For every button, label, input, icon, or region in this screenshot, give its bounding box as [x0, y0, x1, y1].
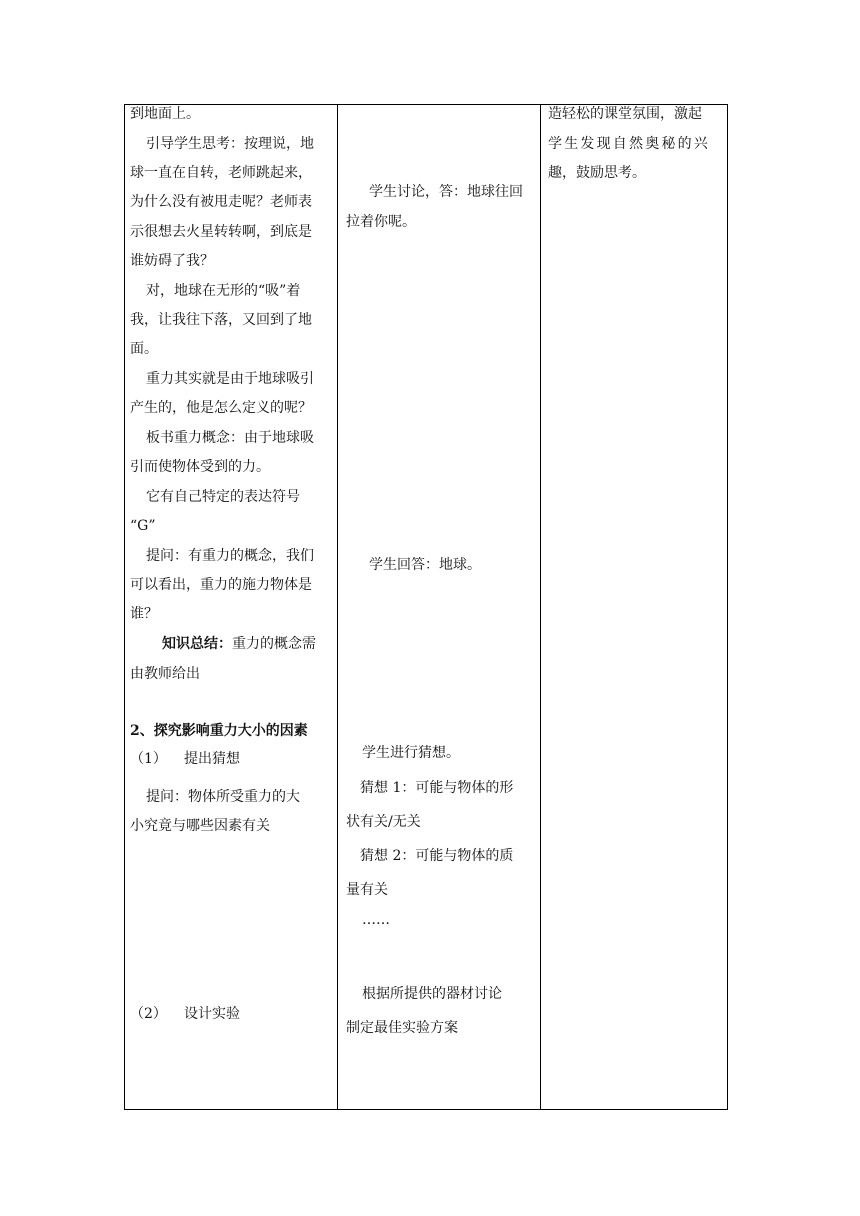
text-line: 产生的，他是怎么定义的呢？	[130, 400, 312, 416]
text-line: 提问：物体所受重力的大	[146, 789, 300, 805]
step-title: 设计实验	[184, 1006, 240, 1022]
text-line: 学生进行猜想。	[362, 745, 460, 761]
text-line: 我，让我往下落，又回到了地	[130, 312, 312, 328]
text-line: 提问：有重力的概念，我们	[146, 548, 314, 564]
text-line: 谁妨碍了我？	[130, 253, 214, 269]
text-line: 为什么没有被甩走呢？老师表	[130, 194, 312, 210]
text-line: 谁？	[130, 606, 158, 622]
text-line: 示很想去火星转转啊，到底是	[130, 224, 312, 240]
text-line: 造轻松的课堂氛围，激起	[548, 106, 702, 122]
text-line: 引而使物体受到的力。	[130, 459, 270, 475]
text-line: 趣，鼓励思考。	[548, 165, 646, 181]
text-line: 引导学生思考：按理说，地	[146, 136, 314, 152]
text-line: 学生回答：地球。	[369, 557, 481, 573]
text-line: 板书重力概念：由于地球吸	[146, 430, 314, 446]
text-line: 小究竟与哪些因素有关	[130, 818, 270, 834]
text-line: 它有自己特定的表达符号	[146, 489, 300, 505]
ellipsis: ……	[362, 912, 390, 928]
text-line: 猜想 1：可能与物体的形	[360, 780, 514, 796]
summary-text: 重力的概念需	[232, 636, 316, 652]
text-line: 由教师给出	[130, 666, 200, 682]
lesson-table	[124, 104, 728, 1110]
text-line: 对，地球在无形的“吸”着	[146, 283, 301, 299]
text-line: 量有关	[346, 882, 388, 898]
knowledge-summary	[162, 636, 316, 652]
text-line: 重力其实就是由于地球吸引	[146, 371, 314, 387]
text-line: 拉着你呢。	[346, 214, 416, 230]
step-number: （1）	[130, 751, 167, 767]
step-number: （2）	[130, 1006, 167, 1022]
text-line: 到地面上。	[130, 106, 200, 122]
text-line: 可以看出，重力的施力物体是	[130, 577, 312, 593]
summary-label: 知识总结：	[162, 636, 232, 652]
step-title: 提出猜想	[184, 751, 240, 767]
column-divider	[337, 105, 338, 1109]
text-line: 球一直在自转，老师跳起来，	[130, 165, 312, 181]
column-divider	[540, 105, 541, 1109]
text-line: 学生讨论，答：地球往回	[369, 184, 523, 200]
text-line: 制定最佳实验方案	[346, 1020, 458, 1036]
text-line: 面。	[130, 341, 158, 357]
text-line: 根据所提供的器材讨论	[362, 986, 502, 1002]
text-line: 状有关/无关	[346, 814, 421, 830]
text-line: 学生发现自然奥秘的兴	[548, 136, 710, 152]
section-heading: 2、探究影响重力大小的因素	[130, 723, 308, 739]
text-line: “G”	[130, 518, 156, 534]
text-line: 猜想 2：可能与物体的质	[360, 848, 514, 864]
